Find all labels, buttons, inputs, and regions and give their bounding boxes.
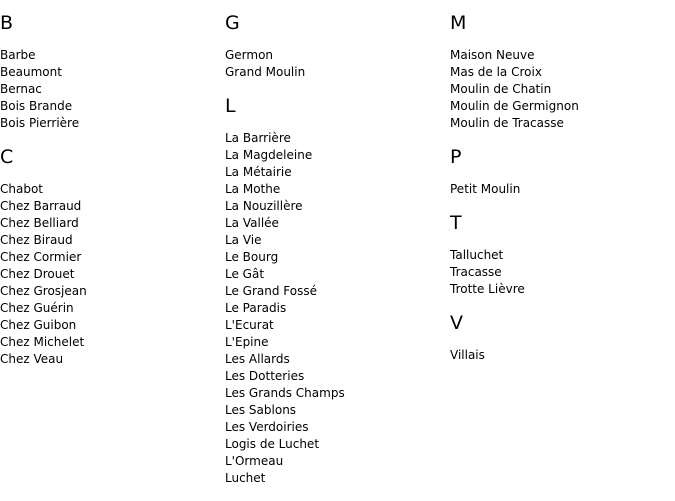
section-L bbox=[225, 95, 445, 487]
list-item: Chabot bbox=[0, 182, 44, 196]
list-item: Mas de la Croix bbox=[450, 65, 542, 79]
list-item: Bois Pierrière bbox=[0, 116, 80, 130]
list-item: La Mothe bbox=[225, 182, 281, 196]
name-list bbox=[450, 247, 670, 298]
name-list bbox=[225, 47, 445, 81]
list-item: Maison Neuve bbox=[450, 48, 535, 62]
section-T bbox=[450, 212, 670, 298]
list-item: Grand Moulin bbox=[225, 65, 306, 79]
name-list bbox=[450, 181, 670, 198]
list-item: Chez Cormier bbox=[0, 250, 82, 264]
section-P bbox=[450, 146, 670, 198]
list-item: Les Grands Champs bbox=[225, 386, 345, 400]
list-item: Chez Grosjean bbox=[0, 284, 87, 298]
list-item: Chez Drouet bbox=[0, 267, 75, 281]
section-M bbox=[450, 12, 670, 132]
list-item: Moulin de Tracasse bbox=[450, 116, 564, 130]
column-1 bbox=[0, 12, 220, 382]
section-V bbox=[450, 312, 670, 364]
list-item: L'Epine bbox=[225, 335, 269, 349]
list-item: Beaumont bbox=[0, 65, 62, 79]
list-item: Germon bbox=[225, 48, 274, 62]
list-item: Moulin de Chatin bbox=[450, 82, 552, 96]
list-item: La Vie bbox=[225, 233, 262, 247]
list-item: Logis de Luchet bbox=[225, 437, 320, 451]
list-item: Luchet bbox=[225, 471, 266, 485]
list-item: Le Grand Fossé bbox=[225, 284, 317, 298]
list-item: Chez Guibon bbox=[0, 318, 77, 332]
list-item: Bernac bbox=[0, 82, 42, 96]
section-B bbox=[0, 12, 220, 132]
list-item: Chez Belliard bbox=[0, 216, 79, 230]
name-list bbox=[225, 130, 445, 487]
name-list bbox=[450, 47, 670, 132]
list-item: Les Dotteries bbox=[225, 369, 305, 383]
list-item: Le Bourg bbox=[225, 250, 279, 264]
list-item: La Barrière bbox=[225, 131, 291, 145]
list-item: Trotte Lièvre bbox=[450, 282, 525, 296]
section-C bbox=[0, 146, 220, 368]
list-item: Chez Barraud bbox=[0, 199, 82, 213]
column-3 bbox=[450, 12, 670, 378]
list-item: Tracasse bbox=[450, 265, 502, 279]
list-item: Les Verdoiries bbox=[225, 420, 309, 434]
name-list bbox=[0, 181, 220, 368]
name-list bbox=[450, 347, 670, 364]
list-item: La Métairie bbox=[225, 165, 292, 179]
list-item: La Magdeleine bbox=[225, 148, 313, 162]
letter-heading: L bbox=[225, 95, 236, 117]
section-G bbox=[225, 12, 445, 81]
list-item: Le Paradis bbox=[225, 301, 287, 315]
list-item: Petit Moulin bbox=[450, 182, 521, 196]
column-2 bbox=[225, 12, 445, 501]
list-item: L'Ormeau bbox=[225, 454, 284, 468]
list-item: Chez Biraud bbox=[0, 233, 73, 247]
list-item: Villais bbox=[450, 348, 485, 362]
list-item: Les Allards bbox=[225, 352, 290, 366]
list-item: La Vallée bbox=[225, 216, 279, 230]
list-item: Les Sablons bbox=[225, 403, 297, 417]
letter-heading: V bbox=[450, 312, 463, 334]
list-item: Chez Veau bbox=[0, 352, 64, 366]
list-item: Le Gât bbox=[225, 267, 265, 281]
letter-heading: T bbox=[450, 212, 462, 234]
list-item: Chez Michelet bbox=[0, 335, 85, 349]
list-item: L'Ecurat bbox=[225, 318, 274, 332]
list-item: Bois Brande bbox=[0, 99, 73, 113]
letter-heading: C bbox=[0, 146, 14, 168]
name-list bbox=[0, 47, 220, 132]
list-item: Talluchet bbox=[450, 248, 504, 262]
letter-heading: M bbox=[450, 12, 467, 34]
letter-heading: B bbox=[0, 12, 14, 34]
list-item: La Nouzillère bbox=[225, 199, 303, 213]
letter-heading: G bbox=[225, 12, 240, 34]
list-item: Moulin de Germignon bbox=[450, 99, 579, 113]
letter-heading: P bbox=[450, 146, 462, 168]
list-item: Barbe bbox=[0, 48, 36, 62]
list-item: Chez Guérin bbox=[0, 301, 74, 315]
